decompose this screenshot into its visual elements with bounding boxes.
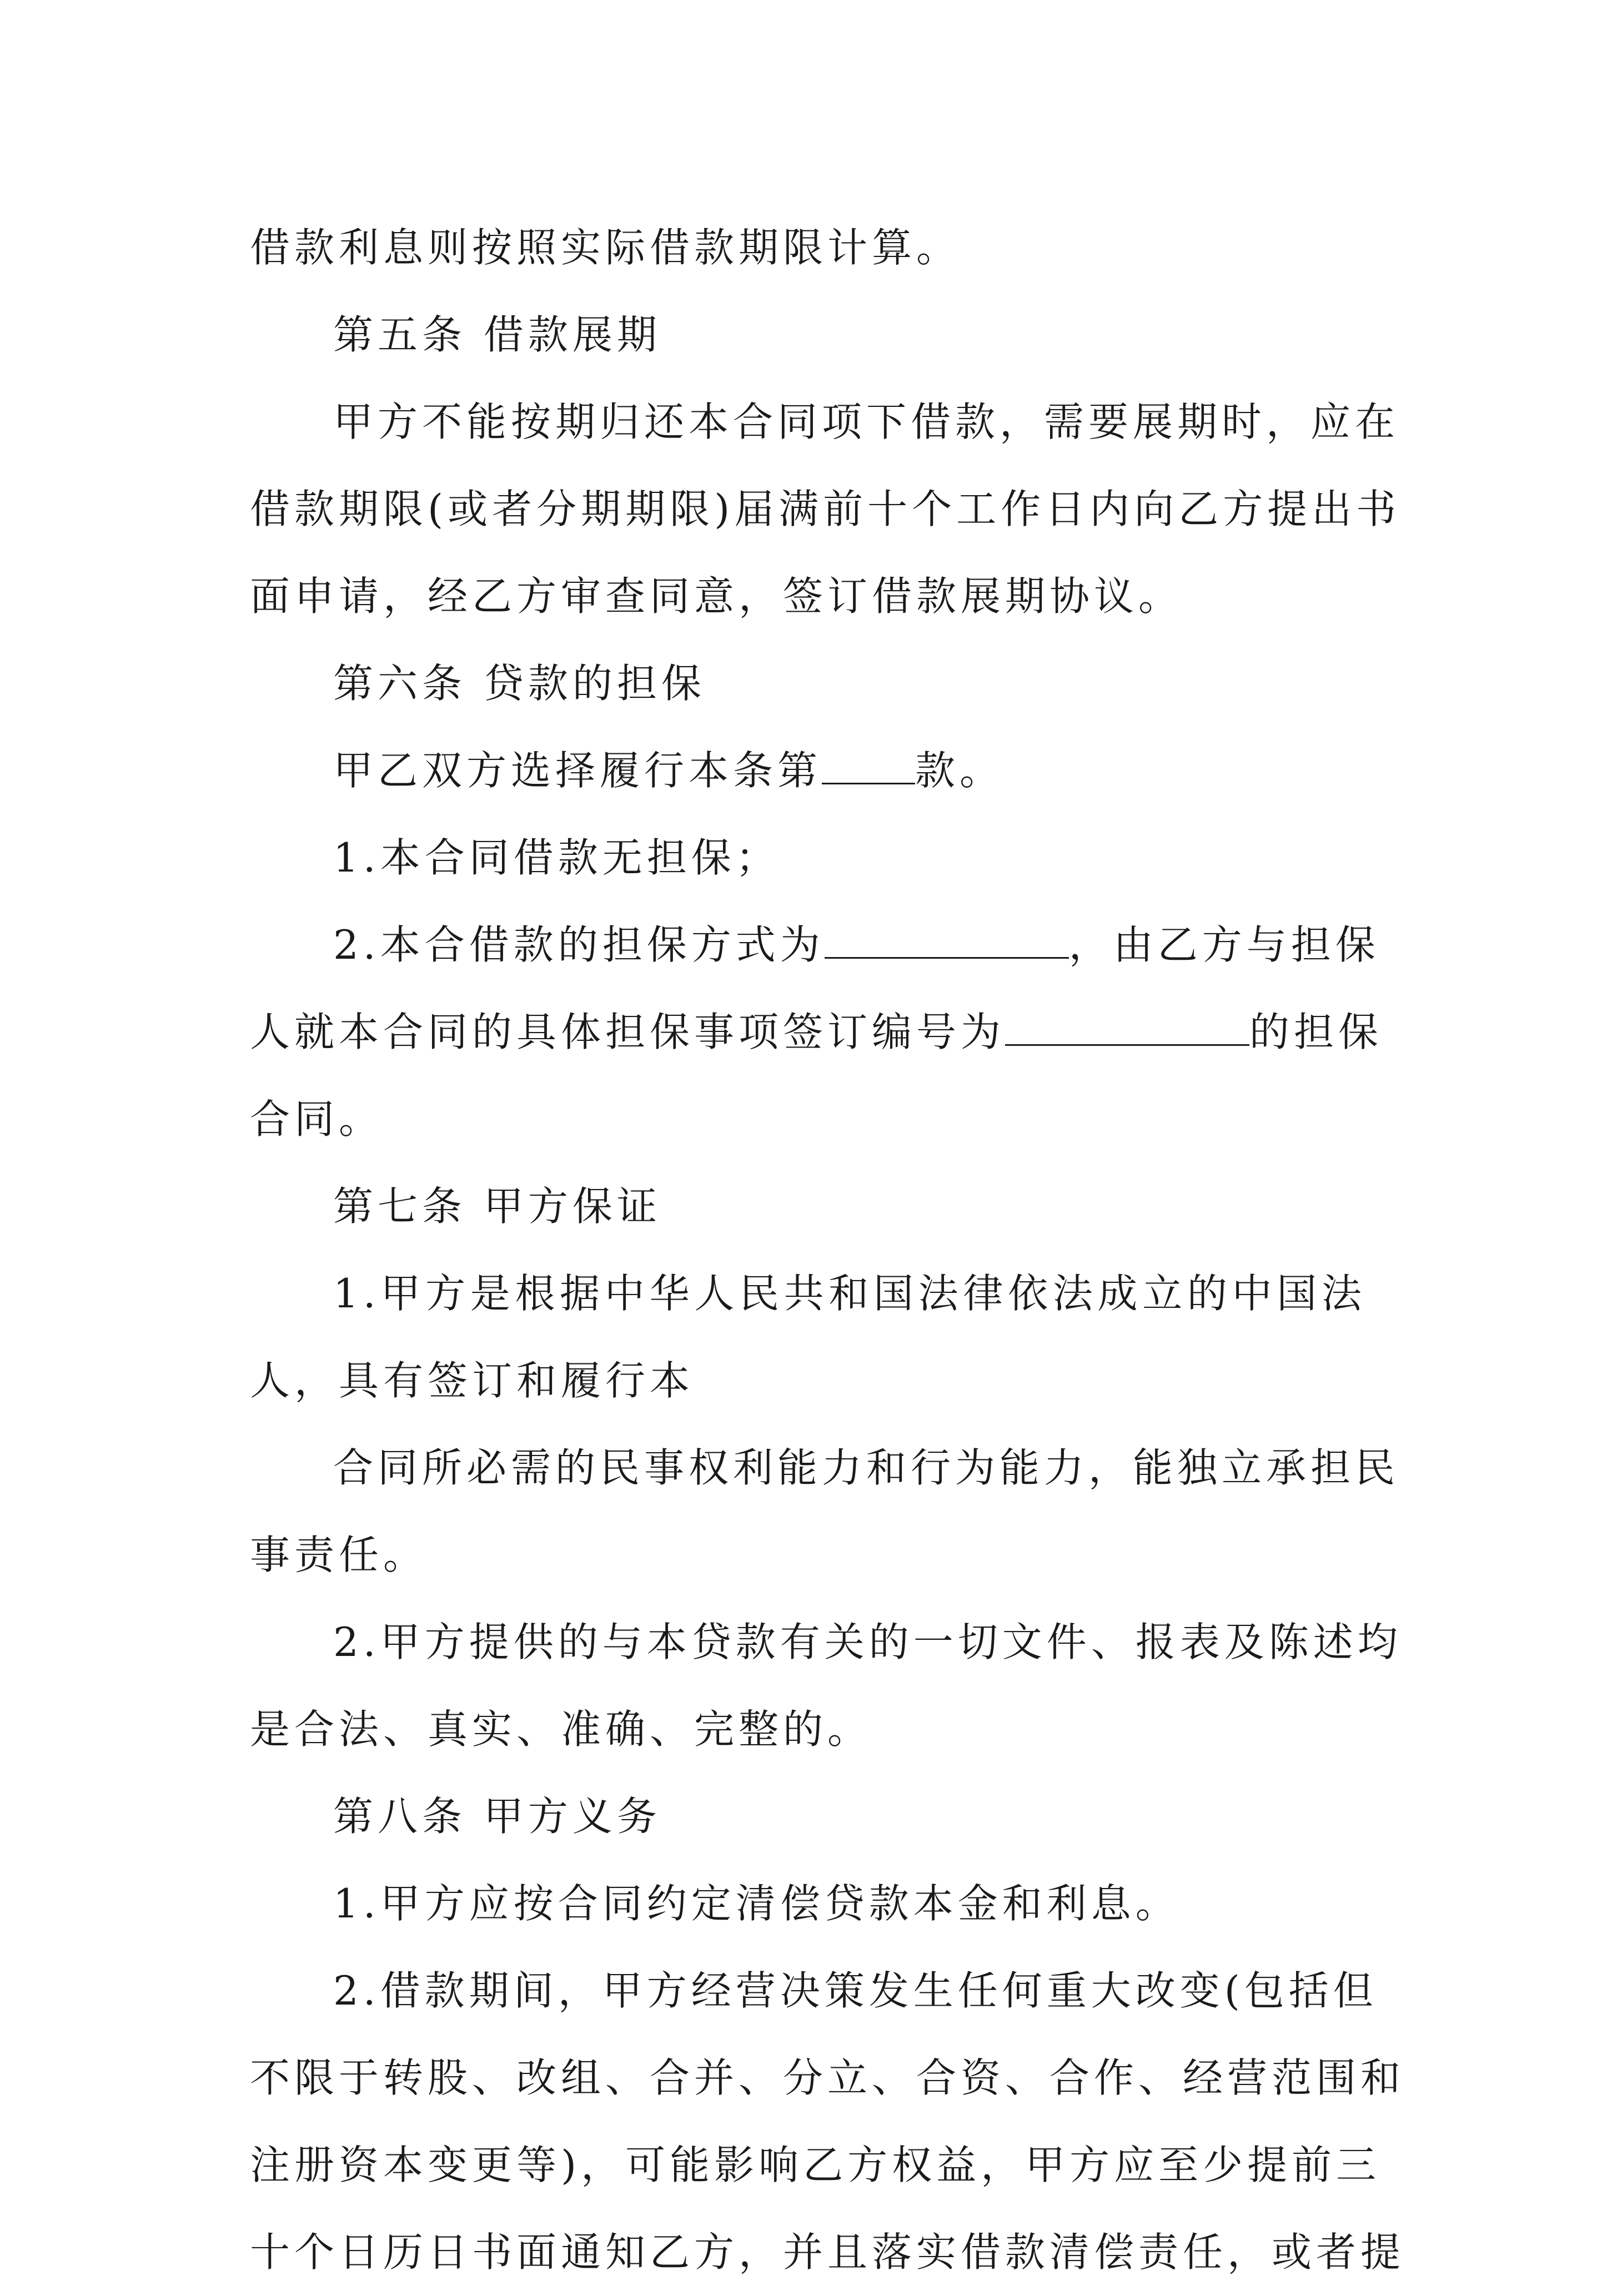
list-item: 1.甲方应按合同约定清偿贷款本金和利息。 <box>333 1880 1180 1927</box>
paragraph-line-with-blank <box>250 902 1380 989</box>
text-segment: 2.本合借款的担保方式为 <box>333 922 825 968</box>
paragraph-line: 合同。 <box>250 1096 384 1142</box>
fill-in-blank <box>825 920 1069 959</box>
paragraph-line: 注册资本变更等)，可能影响乙方权益，甲方应至少提前三 <box>250 2142 1381 2188</box>
paragraph-line: 面申请，经乙方审查同意，签订借款展期协议。 <box>250 573 1183 620</box>
section-heading-article-5: 第五条 借款展期 <box>333 311 661 358</box>
section-heading-article-8: 第八条 甲方义务 <box>333 1793 661 1840</box>
fill-in-blank <box>822 746 915 784</box>
paragraph-line: 人，具有签订和履行本 <box>250 1357 695 1404</box>
paragraph-line-with-blank <box>250 989 1383 1076</box>
section-heading-article-6: 第六条 贷款的担保 <box>333 660 706 707</box>
list-item: 2.借款期间，甲方经营决策发生任何重大改变(包括但 <box>333 1967 1378 2014</box>
document-body <box>250 204 1405 2296</box>
text-segment: ，由乙方与担保 <box>1068 922 1380 968</box>
text-segment: 款。 <box>915 747 1005 794</box>
text-segment: 甲乙双方选择履行本条第 <box>333 747 822 794</box>
list-item: 1.甲方是根据中华人民共和国法律依法成立的中国法 <box>333 1270 1366 1317</box>
paragraph-line-with-blank <box>250 727 1366 814</box>
text-segment: 的担保 <box>1249 1009 1383 1055</box>
list-item: 2.甲方提供的与本贷款有关的一切文件、报表及陈述均 <box>333 1619 1402 1665</box>
list-item: 1.本合同借款无担保； <box>333 834 780 881</box>
fill-in-blank <box>1005 1008 1249 1046</box>
paragraph-line: 合同所必需的民事权利能力和行为能力，能独立承担民 <box>333 1444 1400 1491</box>
section-heading-article-7: 第七条 甲方保证 <box>333 1183 661 1230</box>
paragraph-line: 不限于转股、改组、合并、分立、合资、合作、经营范围和 <box>250 2055 1405 2101</box>
paragraph-line: 甲方不能按期归还本合同项下借款，需要展期时，应在 <box>333 399 1400 445</box>
paragraph-line: 借款利息则按照实际借款期限计算。 <box>250 224 961 271</box>
text-segment: 人就本合同的具体担保事项签订编号为 <box>250 1009 1006 1055</box>
paragraph-line: 十个日历日书面通知乙方，并且落实借款清偿责任，或者提 <box>250 2229 1405 2275</box>
paragraph-line: 事责任。 <box>250 1532 428 1578</box>
paragraph-line: 借款期限(或者分期期限)届满前十个工作日内向乙方提出书 <box>250 486 1401 532</box>
paragraph-line: 是合法、真实、准确、完整的。 <box>250 1706 872 1753</box>
